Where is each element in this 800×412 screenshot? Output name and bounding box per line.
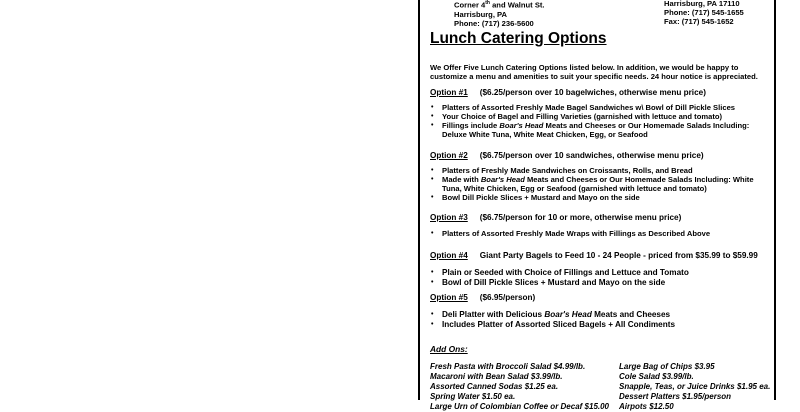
addon-item: Large Urn of Colombian Coffee or Decaf $15.00 (430, 402, 610, 411)
option-4-heading (430, 251, 758, 260)
page-title: Lunch Catering Options (430, 30, 607, 47)
option-4-desc: Giant Party Bagels to Feed 10 - 24 People - priced from $35.99 to $59.99 (479, 251, 758, 260)
list-item: • Deli Platter with Delicious Boar's Head Meats and Cheeses (430, 310, 768, 320)
left-city: Harrisburg, PA (454, 9, 508, 19)
option-5-label: Option #5 (430, 293, 468, 302)
addon-item: Spring Water $1.50 ea. (430, 392, 516, 401)
list-item: • Bowl of Dill Pickle Slices + Mustard and Mayo on the side (430, 278, 768, 288)
brand-name: Boar's Head (499, 121, 544, 130)
addon-item: Snapple, Teas, or Juice Drinks $1.95 ea. (619, 382, 771, 391)
list-item: • Fillings include Boar's Head Meats and Cheeses or Our Homemade Salads Including: Deluxe White Tuna, White Meat Chicken, Egg, or Seafood (430, 121, 768, 139)
addon-item: Airpots $12.50 (619, 402, 674, 411)
list-item: • Made with Boar's Head Meats and Cheeses or Our Homemade Salads Including: White Tuna, White Chicken, Egg or Seafood (garnished with lettuce and tomato) (430, 175, 768, 193)
option-5-heading (430, 293, 535, 302)
brand-name: Boar's Head (480, 175, 525, 184)
addon-item: Macaroni with Bean Salad $3.99/lb. (430, 372, 563, 381)
list-item: • Platters of Assorted Freshly Made Bagel Sandwiches w\ Bowl of Dill Pickle Slices (430, 103, 768, 112)
list-item: • Includes Platter of Assorted Sliced Bagels + All Condiments (430, 320, 768, 330)
right-city: Harrisburg, PA 17110 (664, 0, 740, 8)
option-3-list (430, 229, 768, 238)
option-3-label: Option #3 (430, 213, 468, 222)
corner-sup: th (485, 0, 490, 6)
addons-left-list (430, 362, 609, 412)
option-3-heading (430, 213, 681, 222)
addon-item: Large Bag of Chips $3.95 (619, 362, 715, 371)
option-3-desc: ($6.75/person for 10 or more, otherwise menu price) (479, 213, 682, 222)
addons-right-list (619, 362, 770, 412)
intro-text: We Offer Five Lunch Catering Options listed below. In addition, we would be happy to customize a menu and amenities to suit your specific needs. 24 hour notice is appreciated. (430, 63, 758, 81)
list-item: • Bowl Dill Pickle Slices + Mustard and Mayo on the side (430, 193, 768, 202)
option-2-label: Option #2 (430, 151, 468, 160)
option-5-list (430, 310, 768, 330)
option-1-desc: ($6.25/person over 10 bagelwiches, otherwise menu price) (479, 88, 706, 97)
address-right (664, 0, 744, 26)
corner-street: and Walnut St. (489, 0, 545, 10)
address-left (454, 0, 545, 28)
corner-text: Corner 4 (454, 0, 486, 10)
option-1-label: Option #1 (430, 88, 468, 97)
option-4-label: Option #4 (430, 251, 468, 260)
option-1-heading (430, 88, 706, 97)
list-item: • Your Choice of Bagel and Filling Varieties (garnished with lettuce and tomato) (430, 112, 768, 121)
catering-page (418, 0, 776, 411)
option-2-desc: ($6.75/person over 10 sandwiches, otherwise menu price) (479, 151, 704, 160)
option-4-list (430, 268, 768, 288)
left-phone: Phone: (717) 236-5600 (454, 18, 534, 28)
option-5-desc: ($6.95/person) (479, 293, 536, 302)
option-2-list (430, 166, 768, 202)
addons-heading: Add Ons: (430, 344, 468, 354)
right-fax: Fax: (717) 545-1652 (664, 17, 734, 26)
option-2-heading (430, 151, 704, 160)
brand-name: Boar's Head (544, 310, 592, 319)
addon-item: Fresh Pasta with Broccoli Salad $4.99/lb. (430, 362, 586, 371)
list-item: • Platters of Assorted Freshly Made Wraps with Fillings as Described Above (430, 229, 768, 238)
right-phone: Phone: (717) 545-1655 (664, 8, 744, 17)
addon-item: Dessert Platters $1.95/person (619, 392, 732, 401)
list-item: • Platters of Freshly Made Sandwiches on Croissants, Rolls, and Bread (430, 166, 768, 175)
list-item: • Plain or Seeded with Choice of Fillings and Lettuce and Tomato (430, 268, 768, 278)
addon-item: Assorted Canned Sodas $1.25 ea. (430, 382, 559, 391)
option-1-list (430, 103, 768, 139)
addon-item: Cole Salad $3.99/lb. (619, 372, 694, 381)
